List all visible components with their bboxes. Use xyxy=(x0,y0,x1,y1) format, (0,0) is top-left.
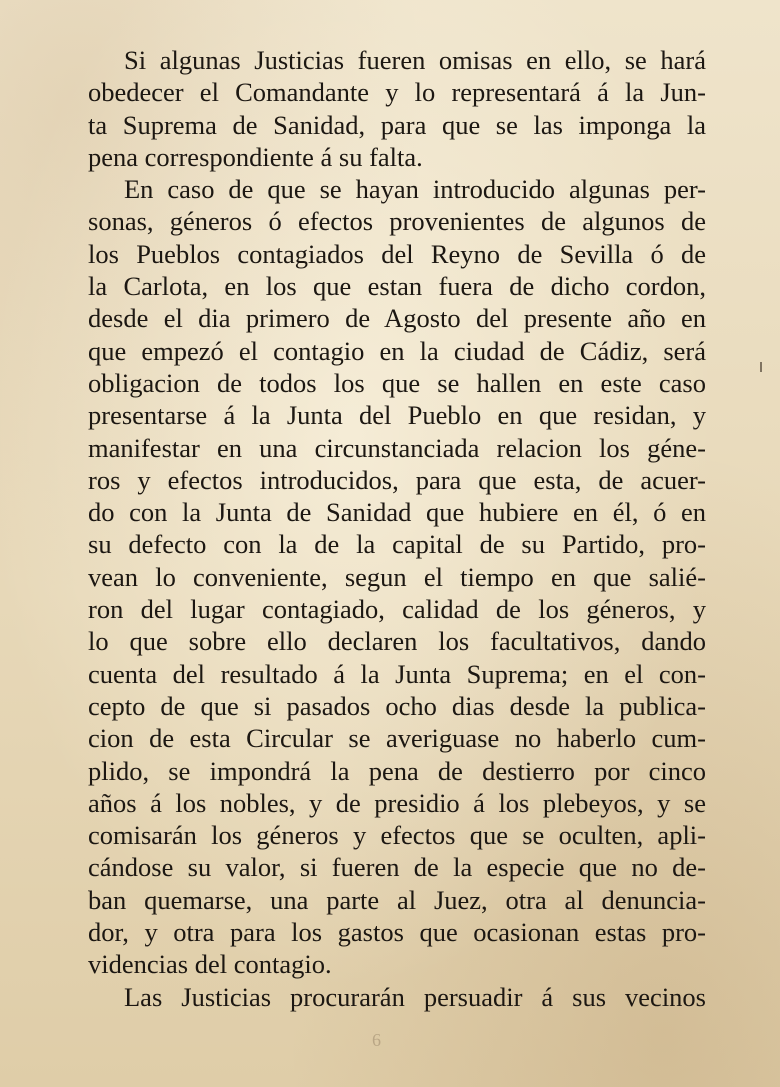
text-line: comisarán los géneros y efectos que se oculten, apli- xyxy=(88,820,706,851)
text-line: cepto de que si pasados ocho dias desde la publica- xyxy=(88,690,706,721)
text-line: pena correspondiente á su falta. xyxy=(88,141,423,172)
text-line: cuenta del resultado á la Junta Suprema; en el con- xyxy=(88,658,706,689)
page-number: 6 xyxy=(372,1030,383,1050)
text-line: sonas, géneros ó efectos provenientes de algunos de xyxy=(88,206,706,237)
text-line: su defecto con la de la capital de su Partido, pro- xyxy=(88,529,706,560)
text-line: Si algunas Justicias fueren omisas en ello, se hará xyxy=(124,45,706,75)
text-line: que empezó el contagio en la ciudad de Cádiz, será xyxy=(88,335,706,366)
text-line: ban quemarse, una parte al Juez, otra al denuncia- xyxy=(88,884,706,915)
text-line: los Pueblos contagiados del Reyno de Sevilla ó de xyxy=(88,238,706,269)
text-line: años á los nobles, y de presidio á los plebeyos, y se xyxy=(88,787,706,818)
text-line: obedecer el Comandante y lo representará á la Jun- xyxy=(88,77,706,108)
text-line: desde el dia primero de Agosto del presente año en xyxy=(88,303,706,334)
text-line: videncias del contagio. xyxy=(88,949,332,980)
text-line: manifestar en una circunstanciada relacion los géne- xyxy=(88,432,706,463)
text-line: obligacion de todos los que se hallen en este caso xyxy=(88,367,706,398)
text-line: do con la Junta de Sanidad que hubiere en él, ó en xyxy=(88,497,706,528)
text-line: presentarse á la Junta del Pueblo en que residan, y xyxy=(88,400,706,431)
text-line: En caso de que se hayan introducido algunas per- xyxy=(124,174,706,205)
text-line: ta Suprema de Sanidad, para que se las imponga la xyxy=(88,109,706,140)
text-line: plido, se impondrá la pena de destierro por cinco xyxy=(88,755,706,786)
text-line: cion de esta Circular se averiguase no haberlo cum- xyxy=(88,723,706,754)
text-line: ros y efectos introducidos, para que esta, de acuer- xyxy=(88,464,706,495)
body-text xyxy=(88,44,706,1013)
text-line: ron del lugar contagiado, calidad de los géneros, y xyxy=(88,594,706,625)
margin-mark xyxy=(760,362,762,372)
text-line: la Carlota, en los que estan fuera de dicho cordon, xyxy=(88,271,706,302)
text-line: lo que sobre ello declaren los facultativos, dando xyxy=(88,626,706,657)
text-line: dor, y otra para los gastos que ocasionan estas pro- xyxy=(88,917,706,948)
text-line: cándose su valor, si fueren de la especie que no de- xyxy=(88,852,706,883)
text-line: vean lo conveniente, segun el tiempo en que salié- xyxy=(88,561,706,592)
text-line: Las Justicias procurarán persuadir á sus vecinos xyxy=(124,981,706,1012)
